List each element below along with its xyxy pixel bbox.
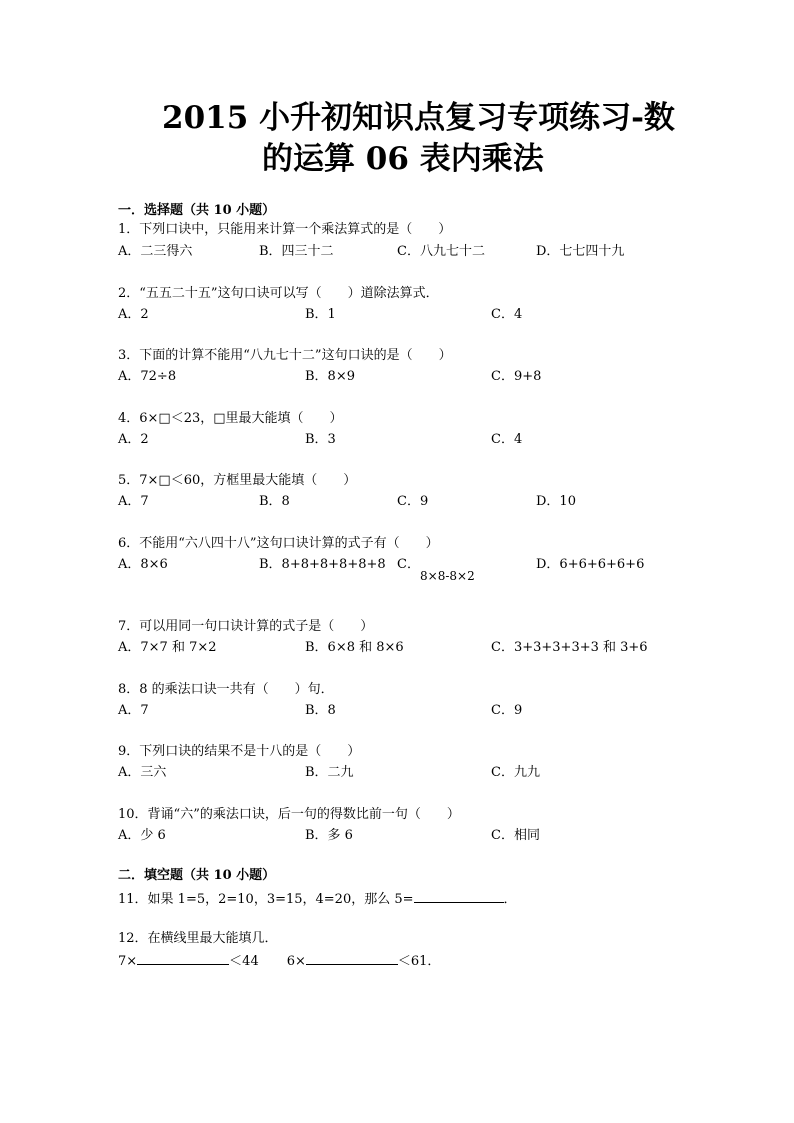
question-12-b-suffix: ＜61． [397,954,441,969]
question-11-prefix: 11．如果 1=5，2=10，3=15，4=20，那么 5= [118,892,414,907]
question-11-suffix: ． [503,892,517,907]
question-10-option-a: A．少 6 [118,828,166,843]
question-3-option-a: A．72÷8 [118,369,177,384]
question-2-option-a: A．2 [118,307,149,322]
question-12-blank-a[interactable] [137,952,229,965]
question-3-option-c: C．9+8 [491,369,542,384]
question-1-option-c: C．八九七十二 [397,244,485,259]
question-3-stem: 3．下面的计算不能用“八九七十二”这句口诀的是（ ） [118,348,452,363]
question-5-option-a: A．7 [118,494,149,509]
question-12-b-prefix: 6× [286,954,306,969]
question-2-option-b: B．1 [305,307,336,322]
question-4-option-a: A．2 [118,432,149,447]
question-1-stem: 1．下列口诀中，只能用来计算一个乘法算式的是（ ） [118,222,452,237]
question-8-stem: 8．8 的乘法口诀一共有（ ）句． [118,682,334,697]
question-6-option-d: D．6+6+6+6+6 [536,557,645,572]
question-4-option-b: B．3 [305,432,336,447]
question-12-a-suffix: ＜44 [229,954,259,969]
question-7-stem: 7．可以用同一句口诀计算的式子是（ ） [118,619,374,634]
question-5-option-b: B．8 [259,494,290,509]
question-2-option-c: C．4 [491,307,523,322]
question-12-line [118,952,440,970]
section-heading-choice: 一．选择题（共 10 小题） [118,203,276,218]
question-10-option-b: B．多 6 [305,828,353,843]
question-12-a-prefix: 7× [118,954,138,969]
question-9-option-a: A．三六 [118,765,167,780]
question-10-option-c: C．相同 [491,828,540,843]
question-8-option-b: B．8 [305,703,336,718]
question-7-option-b: B．6×8 和 8×6 [305,640,404,655]
question-6-option-b: B．8+8+8+8+8+8 [259,557,386,572]
question-3-option-b: B．8×9 [305,369,355,384]
question-11-blank[interactable] [414,890,504,903]
question-6-stem: 6．不能用“六八四十八”这句口诀计算的式子有（ ） [118,536,439,551]
question-7-option-a: A．7×7 和 7×2 [118,640,217,655]
question-12-blank-b[interactable] [306,952,398,965]
question-6-option-c: C． [397,557,420,572]
page-title-line2: 的运算 06 表内乘法 [262,141,544,177]
question-9-option-b: B．二九 [305,765,354,780]
section-heading-fill: 二．填空题（共 10 小题） [118,868,276,883]
question-2-stem: 2．“五五二十五”这句口诀可以写（ ）道除法算式． [118,286,439,301]
question-1-option-d: D．七七四十九 [536,244,625,259]
page-title-line1: 2015 小升初知识点复习专项练习-数 [162,100,675,136]
question-6-option-c-expression: 8×8-8×2 [420,569,475,583]
question-6-option-a: A．8×6 [118,557,168,572]
question-5-option-d: D．10 [536,494,576,509]
question-5-stem: 5．7×□＜60，方框里最大能填（ ） [118,473,357,488]
question-5-option-c: C．9 [397,494,429,509]
question-10-stem: 10．背诵“六”的乘法口诀，后一句的得数比前一句（ ） [118,807,460,822]
question-8-option-a: A．7 [118,703,149,718]
question-4-option-c: C．4 [491,432,523,447]
question-1-option-b: B．四三十二 [259,244,334,259]
question-9-option-c: C．九九 [491,765,540,780]
question-4-stem: 4．6×□＜23，□里最大能填（ ） [118,411,343,426]
question-12-stem: 12．在横线里最大能填几． [118,931,278,946]
question-8-option-c: C．9 [491,703,523,718]
question-9-stem: 9．下列口诀的结果不是十八的是（ ） [118,744,361,759]
question-1-option-a: A．二三得六 [118,244,193,259]
question-7-option-c: C．3+3+3+3+3 和 3+6 [491,640,648,655]
question-11 [118,890,517,908]
